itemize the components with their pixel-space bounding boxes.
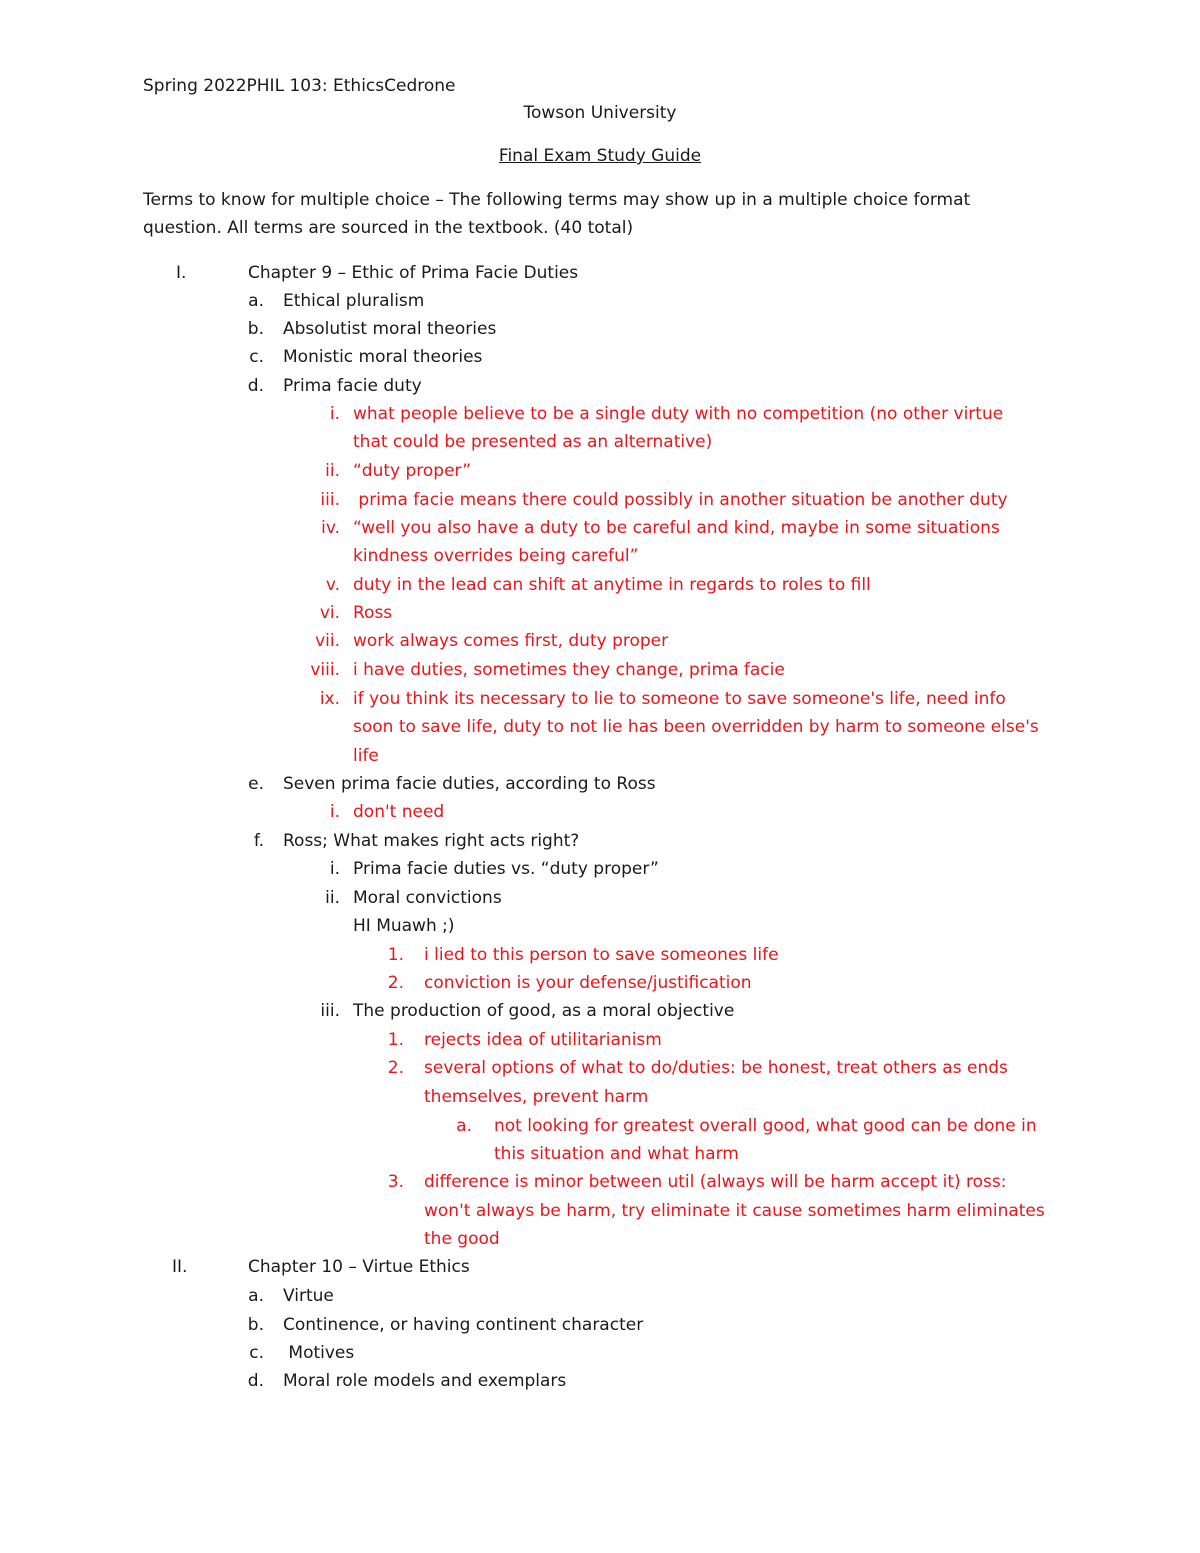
intro-line-1: Terms to know for multiple choice – The following terms may show up in a multiple choice format <box>143 190 971 210</box>
note-text: Ross <box>353 603 393 623</box>
note-text: not looking for greatest overall good, what good can be done in <box>494 1116 1037 1136</box>
list-marker: f. <box>253 831 264 851</box>
note-text: i lied to this person to save someones life <box>424 945 779 965</box>
term-item: Continence, or having continent character <box>283 1315 644 1335</box>
note-text: won't always be harm, try eliminate it cause sometimes harm eliminates <box>424 1201 1045 1221</box>
list-marker: ii. <box>325 888 340 908</box>
extra-text: HI Muawh ;) <box>353 916 455 936</box>
note-text: several options of what to do/duties: be honest, treat others as ends <box>424 1058 1008 1078</box>
term-item: Seven prima facie duties, according to Ross <box>283 774 656 794</box>
term-item: Ethical pluralism <box>283 291 425 311</box>
list-marker: b. <box>247 1315 264 1335</box>
section-heading: Chapter 10 – Virtue Ethics <box>248 1257 470 1277</box>
note-text: “well you also have a duty to be careful and kind, maybe in some situations <box>353 518 1000 538</box>
note-text: difference is minor between util (always will be harm accept it) ross: <box>424 1172 1007 1192</box>
note-text: that could be presented as an alternative) <box>353 432 713 452</box>
term-item: Ross; What makes right acts right? <box>283 831 580 851</box>
note-marker: 2. <box>387 973 404 993</box>
note-marker: i. <box>329 404 340 424</box>
list-marker: a. <box>248 1286 264 1306</box>
page-title: Final Exam Study Guide <box>498 146 702 166</box>
list-marker: iii. <box>320 1001 340 1021</box>
list-marker: d. <box>247 1371 264 1391</box>
term-item: Monistic moral theories <box>283 347 483 367</box>
list-marker: b. <box>247 319 264 339</box>
note-marker: vi. <box>319 603 340 623</box>
list-marker: c. <box>249 1343 264 1363</box>
note-text: themselves, prevent harm <box>424 1087 649 1107</box>
note-text: i have duties, sometimes they change, prima facie <box>353 660 785 680</box>
note-text: work always comes first, duty proper <box>353 631 669 651</box>
list-marker: a. <box>248 291 264 311</box>
note-marker: iv. <box>321 518 340 538</box>
list-marker: c. <box>249 347 264 367</box>
section-heading: Chapter 9 – Ethic of Prima Facie Duties <box>248 263 579 283</box>
note-text: don't need <box>353 802 445 822</box>
note-marker: a. <box>456 1116 472 1136</box>
section-marker: I. <box>176 263 187 283</box>
term-item: Moral role models and exemplars <box>283 1371 567 1391</box>
note-text: “duty proper” <box>353 461 472 481</box>
note-marker: ix. <box>319 689 340 709</box>
note-marker: v. <box>325 575 340 595</box>
term-item: Prima facie duty <box>283 376 422 396</box>
note-text: what people believe to be a single duty with no competition (no other virtue <box>353 404 1004 424</box>
list-marker: e. <box>248 774 264 794</box>
note-marker: i. <box>329 802 340 822</box>
note-marker: vii. <box>315 631 340 651</box>
term-item: The production of good, as a moral objective <box>353 1001 735 1021</box>
note-marker: 1. <box>387 945 404 965</box>
note-text: soon to save life, duty to not lie has been overridden by harm to someone else's <box>353 717 1039 737</box>
note-text: the good <box>424 1229 500 1249</box>
note-marker: viii. <box>310 660 340 680</box>
term-item: Absolutist moral theories <box>283 319 497 339</box>
note-text: if you think its necessary to lie to someone to save someone's life, need info <box>353 689 1006 709</box>
term-item: Moral convictions <box>353 888 502 908</box>
section-marker: II. <box>172 1257 188 1277</box>
note-text: life <box>353 746 379 766</box>
note-marker: iii. <box>320 490 340 510</box>
note-text: kindness overrides being careful” <box>353 546 639 566</box>
term-item: Motives <box>283 1343 355 1363</box>
term-item: Prima facie duties vs. “duty proper” <box>353 859 659 879</box>
note-marker: ii. <box>325 461 340 481</box>
note-text: conviction is your defense/justification <box>424 973 752 993</box>
note-marker: 2. <box>387 1058 404 1078</box>
note-text: duty in the lead can shift at anytime in regards to roles to fill <box>353 575 871 595</box>
university-name: Towson University <box>523 103 677 123</box>
note-text: rejects idea of utilitarianism <box>424 1030 662 1050</box>
note-marker: 1. <box>387 1030 404 1050</box>
list-marker: i. <box>329 859 340 879</box>
note-text: this situation and what harm <box>494 1144 739 1164</box>
list-marker: d. <box>247 376 264 396</box>
intro-line-2: question. All terms are sourced in the textbook. (40 total) <box>143 218 634 238</box>
note-text: prima facie means there could possibly in another situation be another duty <box>353 490 1008 510</box>
course-line: Spring 2022PHIL 103: EthicsCedrone <box>143 76 456 96</box>
term-item: Virtue <box>283 1286 334 1306</box>
note-marker: 3. <box>387 1172 404 1192</box>
